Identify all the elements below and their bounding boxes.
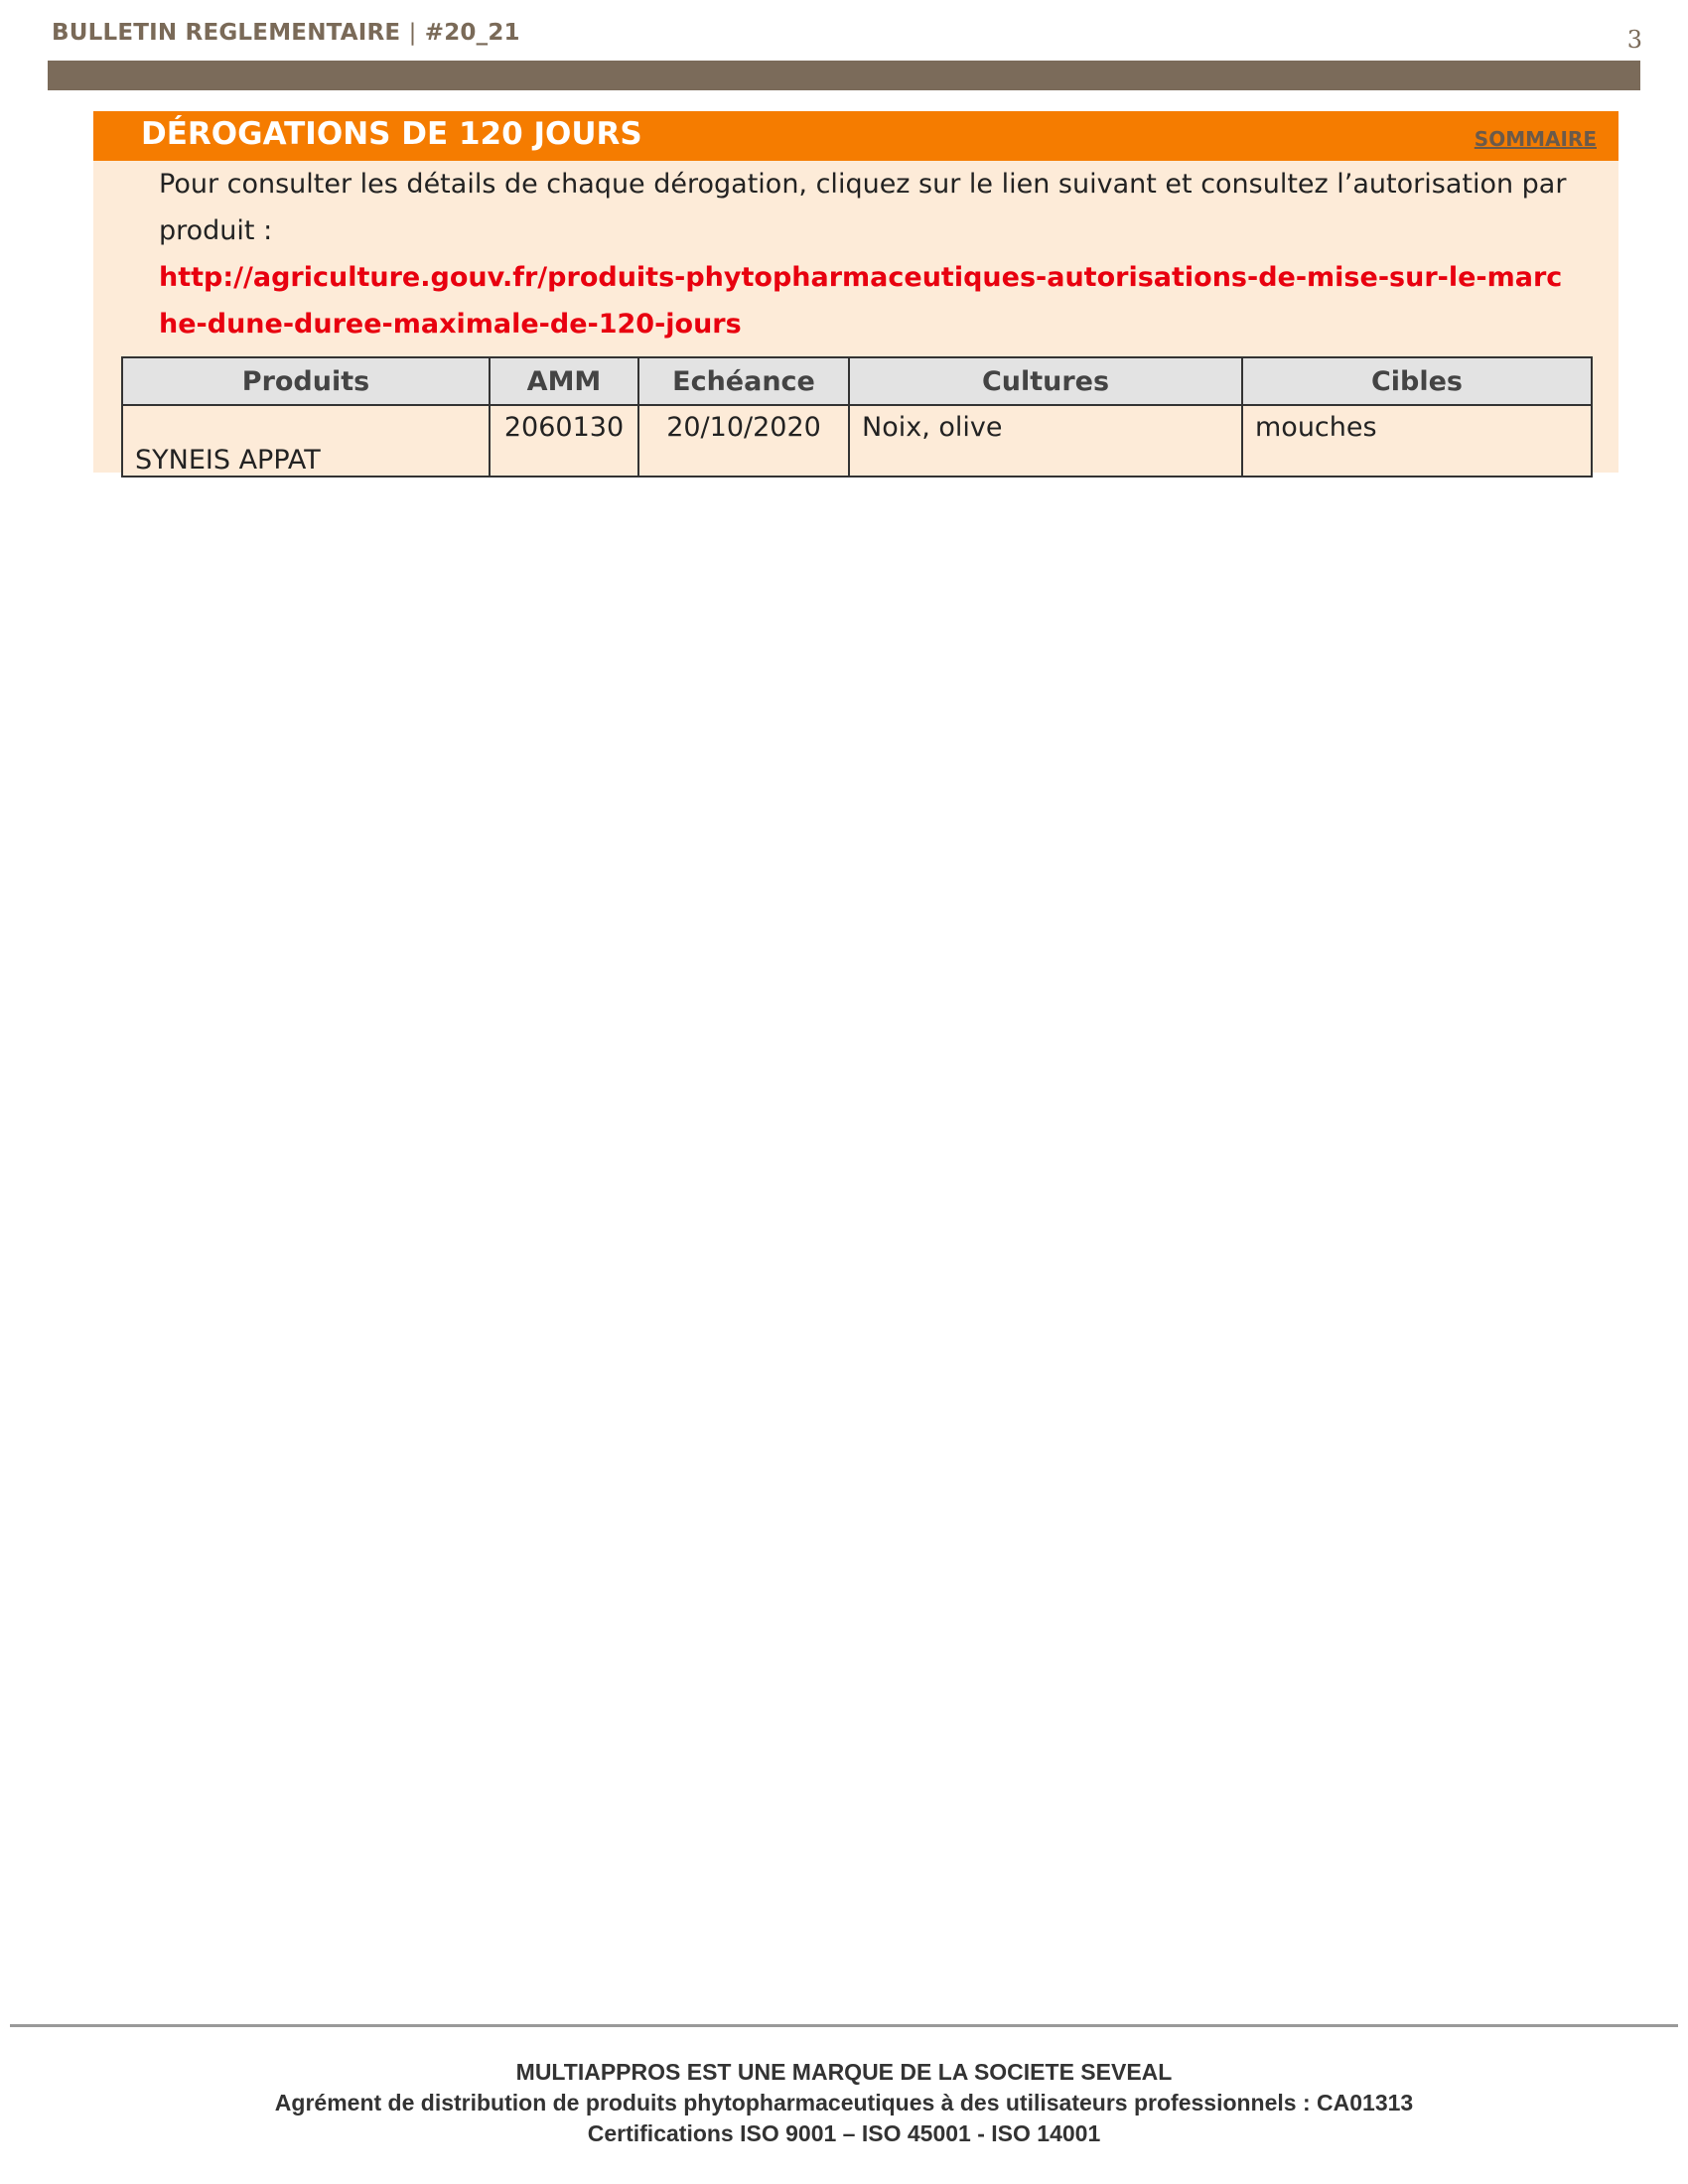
bulletin-issue: #20_21	[424, 20, 520, 46]
header-cultures: Cultures	[849, 357, 1242, 405]
header-divider-bar	[48, 61, 1640, 90]
table-header-row	[122, 357, 1592, 405]
cell-amm: 2060130	[490, 405, 638, 477]
sommaire-link[interactable]: SOMMAIRE	[1474, 127, 1597, 151]
derogations-url-link[interactable]: http://agriculture.gouv.fr/produits-phytopharmaceutiques-autorisations-de-mise-sur-le-marche-dune-duree-maximale-de-120-jours	[159, 262, 1563, 340]
section-title: DÉROGATIONS DE 120 JOURS	[141, 116, 642, 152]
title-separator: |	[408, 20, 417, 46]
header-amm: AMM	[490, 357, 638, 405]
bulletin-title	[52, 20, 520, 46]
cell-cibles: mouches	[1242, 405, 1592, 477]
header-produits: Produits	[122, 357, 490, 405]
footer-certifications-line: Certifications ISO 9001 – ISO 45001 - ISO 14001	[587, 2120, 1101, 2146]
page-number: 3	[1626, 26, 1642, 54]
cell-echeance: 20/10/2020	[638, 405, 849, 477]
header-echeance: Echéance	[638, 357, 849, 405]
derogations-section	[93, 111, 1618, 476]
footer-brand-line: MULTIAPPROS EST UNE MARQUE DE LA SOCIETE SEVEAL	[515, 2059, 1173, 2085]
footer-divider	[10, 2024, 1678, 2027]
cell-produit: SYNEIS APPAT	[122, 405, 490, 477]
table-row	[122, 405, 1592, 477]
derogations-table	[121, 356, 1593, 478]
page-footer	[0, 2057, 1688, 2149]
footer-agrement-line: Agrément de distribution de produits phytopharmaceutiques à des utilisateurs professionnels : CA01313	[274, 2090, 1414, 2116]
header-cibles: Cibles	[1242, 357, 1592, 405]
cell-cultures: Noix, olive	[849, 405, 1242, 477]
section-banner	[93, 111, 1618, 161]
bulletin-name: BULLETIN REGLEMENTAIRE	[52, 20, 401, 46]
intro-paragraph: Pour consulter les détails de chaque dérogation, cliquez sur le lien suivant et consultez l’autorisation par produit :	[159, 169, 1567, 246]
